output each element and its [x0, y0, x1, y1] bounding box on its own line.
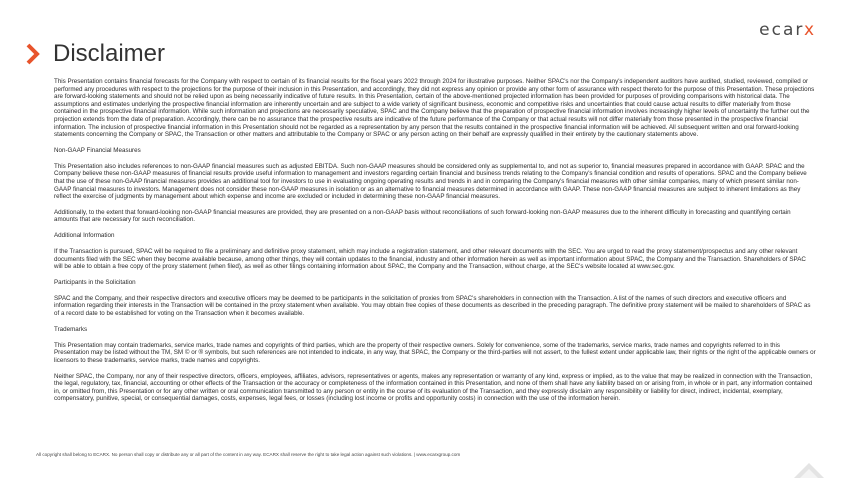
paragraph: This Presentation also includes references to non-GAAP financial measures such as adjusted EBITDA. Such non-GAAP measures should be considered only as supplemental to, and not as superior to, financial measures prepared in accordance with GAAP. SPAC and the Company believe these non-GAAP measures of financial results provide useful information to management and investors regarding certain financial and business trends relating to the Company's financial condition and results of operations. SPAC and the Company believe that the use of these non-GAAP financial measures provides an additional tool for investors to use in evaluating ongoing operating results and trends in and in comparing the Company's financial measures with other similar companies, many of which present similar non-GAAP financial measures to investors. Management does not consider these non-GAAP measures in isolation or as an alternative to financial measures determined in accordance with GAAP. These non-GAAP financial measures are subject to inherent limitations as they reflect the exercise of judgments by management about which expense and income are excluded or included in determining these non-GAAP financial measures.: [54, 162, 807, 201]
page-title: Disclaimer: [53, 40, 166, 67]
paragraph: This Presentation contains financial forecasts for the Company with respect to certain of its financial results for the fiscal years 2022 through 2024 for illustrative purposes. Neither SPAC's nor the Company's independent auditors have audited, studied, reviewed, compiled or performed any procedures with respect to the projections for the purpose of their inclusion in this Presentation, and accordingly, they did not express any opinion or provide any other form of assurance with respect thereto for the purpose of this Presentation. These projections are forward-looking statements and should not be relied upon as being necessarily indicative of future results. In this Presentation, certain of the above-mentioned projected information has been provided for purposes of providing comparisons with historical data. The assumptions and estimates underlying the prospective financial information are inherently uncertain and are subject to a wide variety of significant business, economic and competitive risks and uncertainties that could cause actual results to differ materially from those contained in the prospective financial information. While such information and projections are necessarily speculative, SPAC and the Company believe that the preparation of prospective financial information involves increasingly higher levels of uncertainty the further out the projection extends from the date of preparation. Accordingly, there can be no assurance that the prospective results are indicative of the future performance of the Company or that actual results will not differ materially from those presented in the prospective financial information. The inclusion of prospective financial information in this Presentation should not be regarded as a representation by any person that the results contained in the prospective financial information will be achieved. All subsequent written and oral forward-looking statements concerning the Company or SPAC, the Transaction or other matters and attributable to the Company or SPAC or any person acting on their behalf are expressly qualified in their entirety by the cautionary statements above.: [54, 78, 815, 139]
paragraph: If the Transaction is pursued, SPAC will be required to file a preliminary and definitive proxy statement, which may include a registration statement, and other relevant documents with the SEC. You are urged to read the proxy statement/prospectus and any other relevant documents filed with the SEC when they become available because, among other things, they will contain updates to the financial, industry and other information herein as well as important information about SPAC, the Company and the Transaction. Shareholders of SPAC will be able to obtain a free copy of the proxy statement (when filed), as well as other filings containing information about SPAC, the Company and the Transaction, without charge, at the SEC's website located at www.sec.gov.: [54, 248, 806, 271]
section-heading: Participants in the Solicitation: [54, 279, 136, 286]
section-heading: Additional Information: [54, 232, 115, 240]
logo-main-text: ecar: [759, 20, 804, 40]
section-heading: Trademarks: [54, 325, 88, 333]
title-row: [24, 40, 165, 68]
paragraph: This Presentation may contain trademarks, service marks, trade names and copyrights of third parties, which are the property of their respective owners. Solely for convenience, some of the trademarks, service marks, trade names and copyrights referred to in this Presentation may be listed without the TM, SM © or ® symbols, but such references are not intended to indicate, in any way, that SPAC, the Company or the third-parties will not assert, to the fullest extent under applicable law, their rights or the right of the applicable owners or licensors to these trademarks, service marks, trade names and copyrights.: [54, 341, 816, 364]
chevron-right-icon: [24, 42, 42, 66]
paragraph: SPAC and the Company, and their respective directors and executive officers may be deemed to be participants in the solicitation of proxies from SPAC's shareholders in connection with the Transaction. A list of the names of such directors and executive officers and information regarding their interests in the Transaction will be contained in the proxy statement when available. You may obtain free copies of these documents as described in the preceding paragraph. The definitive proxy statement will be mailed to shareholders of SPAC as of a record date to be established for voting on the Transaction when it becomes available.: [54, 294, 811, 317]
section-heading: Non-GAAP Financial Measures: [54, 146, 141, 154]
disclaimer-body: [54, 78, 816, 411]
ecarx-logo: [759, 20, 816, 40]
footer-copyright: All copyright shall belong to ECARX. No person shall copy or distribute any or all part of the content in any way. ECARX shall reserve the right to take legal action against such violations. | www.ecarxgroup.com: [36, 452, 461, 457]
corner-decoration-icon: [786, 458, 832, 478]
paragraph: Neither SPAC, the Company, nor any of their respective directors, officers, employees, affiliates, advisors, representatives or agents, makes any representation or warranty of any kind, express or implied, as to the value that may be realized in connection with the Transaction, the legal, regulatory, tax, financial, accounting or other effects of the Transaction or the accuracy or completeness of the information contained in this Presentation, and none of them shall have any liability based on or arising from, in whole or in part, any information contained in, or omitted from, this Presentation or for any other written or oral communication transmitted to any person or entity in the course of its evaluation of the Transaction, and they expressly disclaim any responsibility or liability for direct, indirect, incidental, exemplary, compensatory, punitive, special, or consequential damages, costs, expenses, legal fees, or losses (including lost income or profits and opportunity costs) in connection with the use of the information herein.: [54, 372, 813, 403]
paragraph: Additionally, to the extent that forward-looking non-GAAP financial measures are provided, they are presented on a non-GAAP basis without reconciliations of such forward-looking non-GAAP measures due to the inherent difficulty in forecasting and quantifying certain amounts that are necessary for such reconciliation.: [54, 208, 791, 224]
logo-accent-text: x: [803, 20, 816, 40]
